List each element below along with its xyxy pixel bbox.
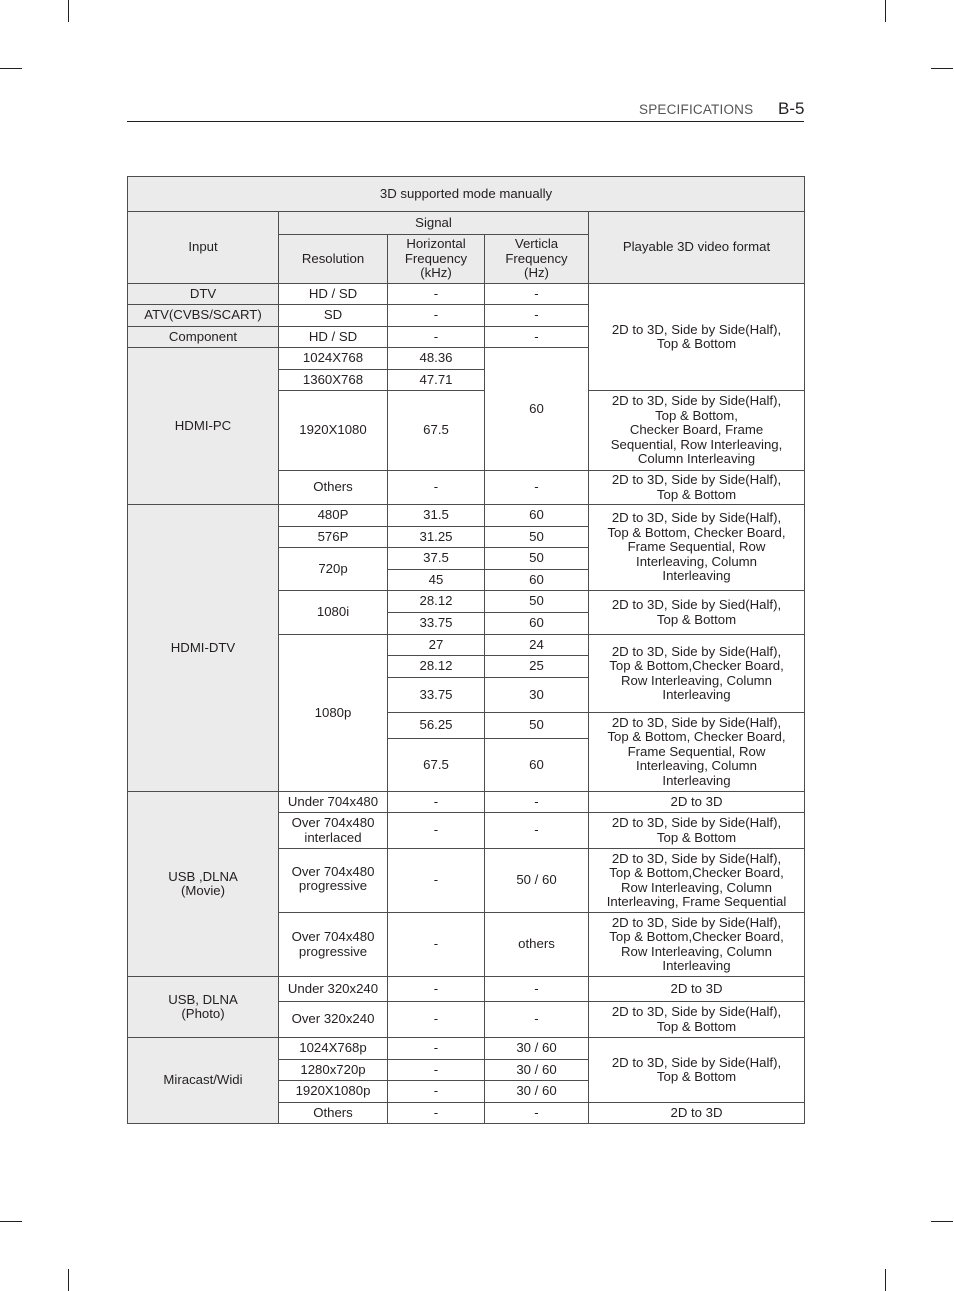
table-cell: HD / SD — [279, 327, 388, 348]
table-cell: - — [485, 813, 589, 849]
table-cell: 67.5 — [388, 739, 485, 792]
table-cell: 31.25 — [388, 527, 485, 548]
table-cell: Others — [279, 471, 388, 505]
crop-mark — [885, 0, 886, 22]
table-cell: 50 / 60 — [485, 849, 589, 913]
table-cell: - — [388, 327, 485, 348]
section-title: SPECIFICATIONS — [639, 102, 754, 117]
table-cell: 50 — [485, 548, 589, 570]
table-cell: - — [388, 977, 485, 1002]
header-signal: Signal — [279, 212, 589, 235]
table-cell: - — [388, 849, 485, 913]
table-cell: 50 — [485, 713, 589, 739]
table-cell: HD / SD — [279, 284, 388, 305]
table-cell: Others — [279, 1103, 388, 1124]
table-cell: 24 — [485, 635, 589, 656]
table-cell: - — [388, 1038, 485, 1060]
crop-mark — [68, 1269, 69, 1291]
table-cell: 720p — [279, 548, 388, 591]
table-cell: 576P — [279, 527, 388, 548]
table-cell: 60 — [485, 348, 589, 471]
table-cell: - — [485, 327, 589, 348]
table-cell: - — [388, 471, 485, 505]
table-cell: 30 / 60 — [485, 1060, 589, 1081]
header-resolution: Resolution — [279, 235, 388, 284]
table-cell: 60 — [485, 570, 589, 591]
table-cell: 25 — [485, 656, 589, 678]
table-cell: Under 704x480 — [279, 792, 388, 813]
table-cell: Over 704x480 progressive — [279, 913, 388, 977]
table-cell: - — [388, 305, 485, 327]
table-cell: 1920X1080 — [279, 391, 388, 471]
input-label: Component — [128, 327, 279, 348]
table-cell: - — [388, 284, 485, 305]
format-cell: 2D to 3D, Side by Side(Half), Top & Bottom — [589, 813, 805, 849]
table-cell: 60 — [485, 739, 589, 792]
input-label: HDMI-DTV — [128, 505, 279, 792]
table-cell: 33.75 — [388, 678, 485, 713]
table-cell: 1360X768 — [279, 370, 388, 391]
format-cell: 2D to 3D, Side by Side(Half), Top & Bottom,Checker Board, Row Interleaving, Column Interleaving — [589, 913, 805, 977]
table-cell: 1024X768p — [279, 1038, 388, 1060]
format-cell: 2D to 3D — [589, 977, 805, 1002]
table-cell: 28.12 — [388, 591, 485, 613]
table-cell: 50 — [485, 591, 589, 613]
header-h-freq: Horizontal Frequency (kHz) — [388, 235, 485, 284]
table-cell: - — [388, 813, 485, 849]
header-v-freq: Verticla Frequency (Hz) — [485, 235, 589, 284]
crop-mark — [931, 1221, 953, 1222]
crop-mark — [0, 68, 22, 69]
table-cell: 30 / 60 — [485, 1038, 589, 1060]
table-cell: 480P — [279, 505, 388, 527]
crop-mark — [931, 68, 953, 69]
table-cell: 33.75 — [388, 613, 485, 635]
3d-mode-table — [127, 176, 805, 1124]
format-cell: 2D to 3D, Side by Side(Half), Top & Bottom — [589, 284, 805, 391]
input-label: USB, DLNA (Photo) — [128, 977, 279, 1038]
crop-mark — [68, 0, 69, 22]
table-cell: SD — [279, 305, 388, 327]
table-cell: - — [388, 792, 485, 813]
header-rule — [127, 121, 804, 122]
table-cell: 37.5 — [388, 548, 485, 570]
format-cell: 2D to 3D, Side by Side(Half), Top & Bottom, Checker Board, Frame Sequential, Row Interleaving, Column Interleaving — [589, 505, 805, 591]
format-cell: 2D to 3D, Side by Side(Half), Top & Bottom, Checker Board, Frame Sequential, Row Interleaving, Column Interleaving — [589, 391, 805, 471]
table-cell: 60 — [485, 613, 589, 635]
table-cell: - — [485, 1002, 589, 1038]
table-cell: - — [388, 1103, 485, 1124]
table-cell: - — [388, 1060, 485, 1081]
table-cell: 67.5 — [388, 391, 485, 471]
format-cell: 2D to 3D, Side by Side(Half), Top & Bottom, Checker Board, Frame Sequential, Row Interleaving, Column Interleaving — [589, 713, 805, 792]
table-cell: - — [485, 977, 589, 1002]
table-cell: - — [388, 1081, 485, 1103]
table-cell: 31.5 — [388, 505, 485, 527]
table-cell: Over 704x480 interlaced — [279, 813, 388, 849]
format-cell: 2D to 3D, Side by Side(Half), Top & Bottom,Checker Board, Row Interleaving, Column Interleaving — [589, 635, 805, 713]
table-cell: - — [485, 1103, 589, 1124]
input-label: ATV(CVBS/SCART) — [128, 305, 279, 327]
input-label: DTV — [128, 284, 279, 305]
table-cell: 1920X1080p — [279, 1081, 388, 1103]
page-number: B-5 — [778, 99, 805, 118]
format-cell: 2D to 3D — [589, 1103, 805, 1124]
table-cell: 1080i — [279, 591, 388, 635]
table-cell: 45 — [388, 570, 485, 591]
table-cell: 56.25 — [388, 713, 485, 739]
input-label: HDMI-PC — [128, 348, 279, 505]
format-cell: 2D to 3D, Side by Side(Half), Top & Bottom — [589, 1038, 805, 1103]
table-cell: Under 320x240 — [279, 977, 388, 1002]
table-cell: others — [485, 913, 589, 977]
table-cell: 60 — [485, 505, 589, 527]
table-cell: - — [485, 305, 589, 327]
table-cell: - — [388, 1002, 485, 1038]
table-cell: 1080p — [279, 635, 388, 792]
format-cell: 2D to 3D, Side by Side(Half), Top & Bottom — [589, 1002, 805, 1038]
table-cell: - — [485, 792, 589, 813]
table-cell: 27 — [388, 635, 485, 656]
crop-mark — [885, 1269, 886, 1291]
table-cell: - — [485, 471, 589, 505]
crop-mark — [0, 1221, 22, 1222]
table-cell: 30 — [485, 678, 589, 713]
table-cell: Over 320x240 — [279, 1002, 388, 1038]
table-cell: 50 — [485, 527, 589, 548]
table-cell: 48.36 — [388, 348, 485, 370]
table-cell: - — [485, 284, 589, 305]
format-cell: 2D to 3D, Side by Sied(Half), Top & Bottom — [589, 591, 805, 635]
table-cell: 28.12 — [388, 656, 485, 678]
table-cell: - — [388, 913, 485, 977]
format-cell: 2D to 3D — [589, 792, 805, 813]
header-input: Input — [128, 212, 279, 284]
input-label: USB ,DLNA (Movie) — [128, 792, 279, 977]
table-cell: 1024X768 — [279, 348, 388, 370]
table-cell: 1280x720p — [279, 1060, 388, 1081]
table-cell: 30 / 60 — [485, 1081, 589, 1103]
table-cell: Over 704x480 progressive — [279, 849, 388, 913]
table-title: 3D supported mode manually — [128, 177, 805, 212]
table-cell: 47.71 — [388, 370, 485, 391]
format-cell: 2D to 3D, Side by Side(Half), Top & Bottom — [589, 471, 805, 505]
format-cell: 2D to 3D, Side by Side(Half), Top & Bottom,Checker Board, Row Interleaving, Column Interleaving, Frame Sequential — [589, 849, 805, 913]
header-format: Playable 3D video format — [589, 212, 805, 284]
input-label: Miracast/Widi — [128, 1038, 279, 1124]
